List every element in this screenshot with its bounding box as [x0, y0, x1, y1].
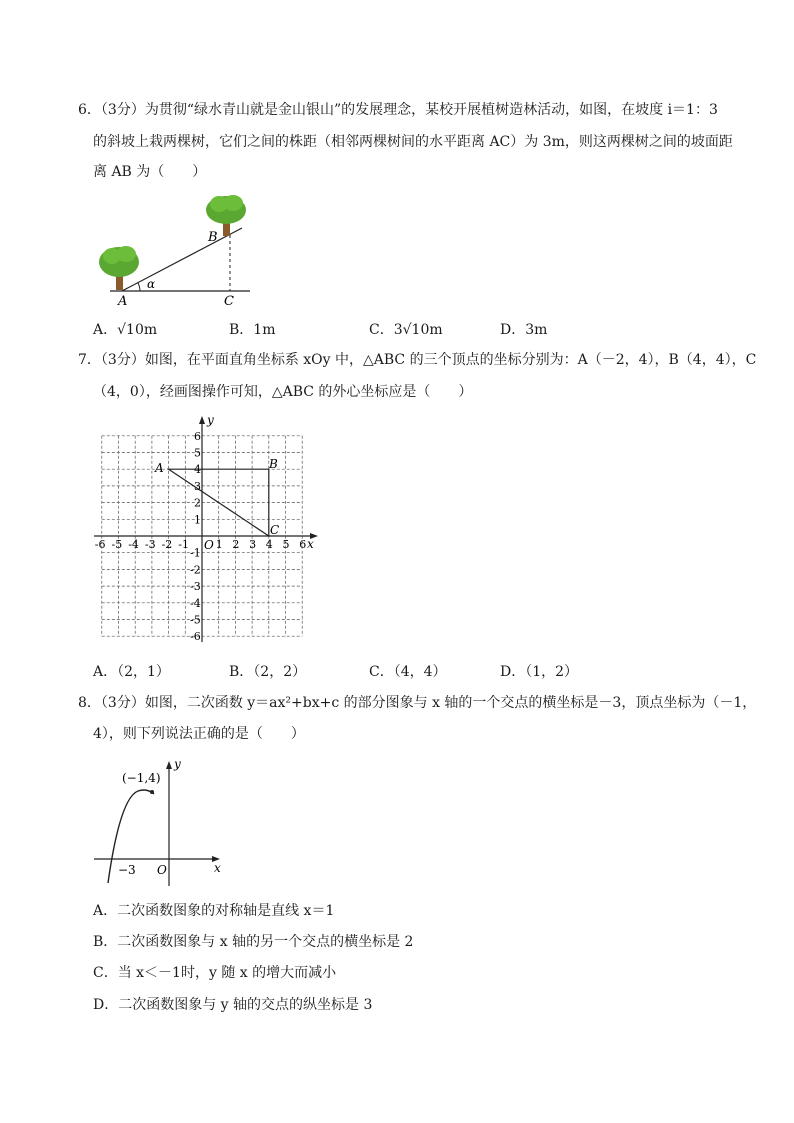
x-tick-label: -1	[178, 538, 190, 551]
x-tick-label: 2	[232, 538, 240, 551]
slope-line	[122, 228, 242, 291]
y-tick-label: -2	[190, 563, 201, 577]
q6-text-line-2: 的斜坡上栽两棵树，它们之间的株距（相邻两棵树间的水平距离 AC）为 3m，则这两棵树之间的坡面距	[93, 134, 733, 150]
origin-label: O	[204, 538, 214, 552]
q6-option-a[interactable]: A．√10m	[93, 322, 158, 338]
origin-label: O	[157, 863, 167, 877]
q7-text-line-1: 7．（3分）如图，在平面直角坐标系 xOy 中，△ABC 的三个顶点的坐标分别为：A（－2，4），B（4，4），C	[78, 352, 757, 368]
q7-text-line-2: （4，0），经画图操作可知，△ABC 的外心坐标应是（ ）	[93, 384, 473, 400]
q8-text-line-2: 4），则下列说法正确的是（ ）	[93, 726, 305, 742]
q6-option-b[interactable]: B．1m	[229, 322, 276, 338]
point-c-label: C	[270, 523, 280, 537]
y-tick-label: -6	[190, 630, 201, 644]
x-tick-label: -2	[161, 538, 173, 551]
y-tick-label: 6	[194, 429, 201, 443]
y-tick-label: -3	[190, 580, 201, 594]
q6-option-c[interactable]: C．3√10m	[369, 322, 443, 338]
y-tick-label: -4	[190, 596, 201, 610]
x-tick-label: 3	[249, 538, 257, 551]
q8-option-d[interactable]: D．二次函数图象与 y 轴的交点的纵坐标是 3	[93, 997, 373, 1013]
q7-option-d[interactable]: D．（1，2）	[500, 664, 579, 680]
q8-option-b[interactable]: B．二次函数图象与 x 轴的另一个交点的横坐标是 2	[93, 934, 414, 950]
q8-text-line-1: 8．（3分）如图，二次函数 y＝ax²+bx+c 的部分图象与 x 轴的一个交点的横坐标是－3，顶点坐标为（－1，	[78, 695, 757, 711]
x-tick-label: 1	[215, 538, 223, 551]
y-tick-label: 4	[194, 463, 201, 477]
vertex-point	[150, 790, 154, 794]
q8-parabola-figure	[90, 758, 230, 893]
y-axis-arrow-icon	[199, 416, 205, 424]
tree-a-icon	[99, 246, 139, 290]
root-label: −3	[118, 863, 136, 877]
y-tick-label: 2	[194, 496, 201, 510]
y-axis-arrow-icon	[166, 761, 172, 769]
q6-option-d[interactable]: D．3m	[500, 322, 548, 338]
y-tick-label: 3	[194, 479, 201, 493]
alpha-arc	[138, 283, 140, 291]
q8-option-c[interactable]: C．当 x＜－1时，y 随 x 的增大而减小	[93, 965, 337, 981]
point-a-label: A	[118, 294, 128, 309]
q7-option-c[interactable]: C．（4，4）	[369, 664, 447, 680]
x-tick-label: -4	[128, 538, 139, 551]
q6-text-line-3: 离 AB 为（ ）	[93, 164, 207, 180]
q7-coordinate-grid	[88, 410, 328, 645]
y-axis-label: y	[174, 758, 181, 771]
q6-text-line-1: 6．（3分）为贯彻“绿水青山就是金山银山”的发展理念，某校开展植树造林活动，如图，在坡度 i＝1：3	[78, 102, 718, 118]
y-axis-label: y	[207, 413, 214, 427]
vertex-label: (−1,4)	[122, 771, 161, 785]
y-tick-label: 5	[194, 446, 201, 460]
x-tick-label: -6	[94, 538, 106, 551]
q7-option-a[interactable]: A．（2，1）	[93, 664, 170, 680]
x-tick-label: 5	[282, 538, 290, 551]
q8-option-a[interactable]: A．二次函数图象的对称轴是直线 x＝1	[93, 903, 335, 919]
q6-slope-figure	[90, 190, 260, 310]
x-tick-label: 4	[265, 538, 273, 551]
point-c-label: C	[224, 294, 234, 309]
y-tick-label: -1	[190, 546, 201, 560]
y-tick-label: -5	[190, 613, 201, 627]
x-tick-label: -5	[111, 538, 123, 551]
x-axis-label: x	[214, 861, 221, 875]
angle-alpha-label: α	[147, 277, 156, 291]
q7-option-b[interactable]: B．（2，2）	[229, 664, 307, 680]
y-tick-label: 1	[194, 513, 201, 527]
x-tick-label: -3	[144, 538, 156, 551]
x-axis-label: x	[307, 537, 314, 551]
x-tick-label: 6	[299, 538, 307, 551]
point-b-label: B	[208, 230, 218, 245]
point-a-label: A	[155, 461, 164, 475]
point-b-label: B	[269, 457, 278, 471]
